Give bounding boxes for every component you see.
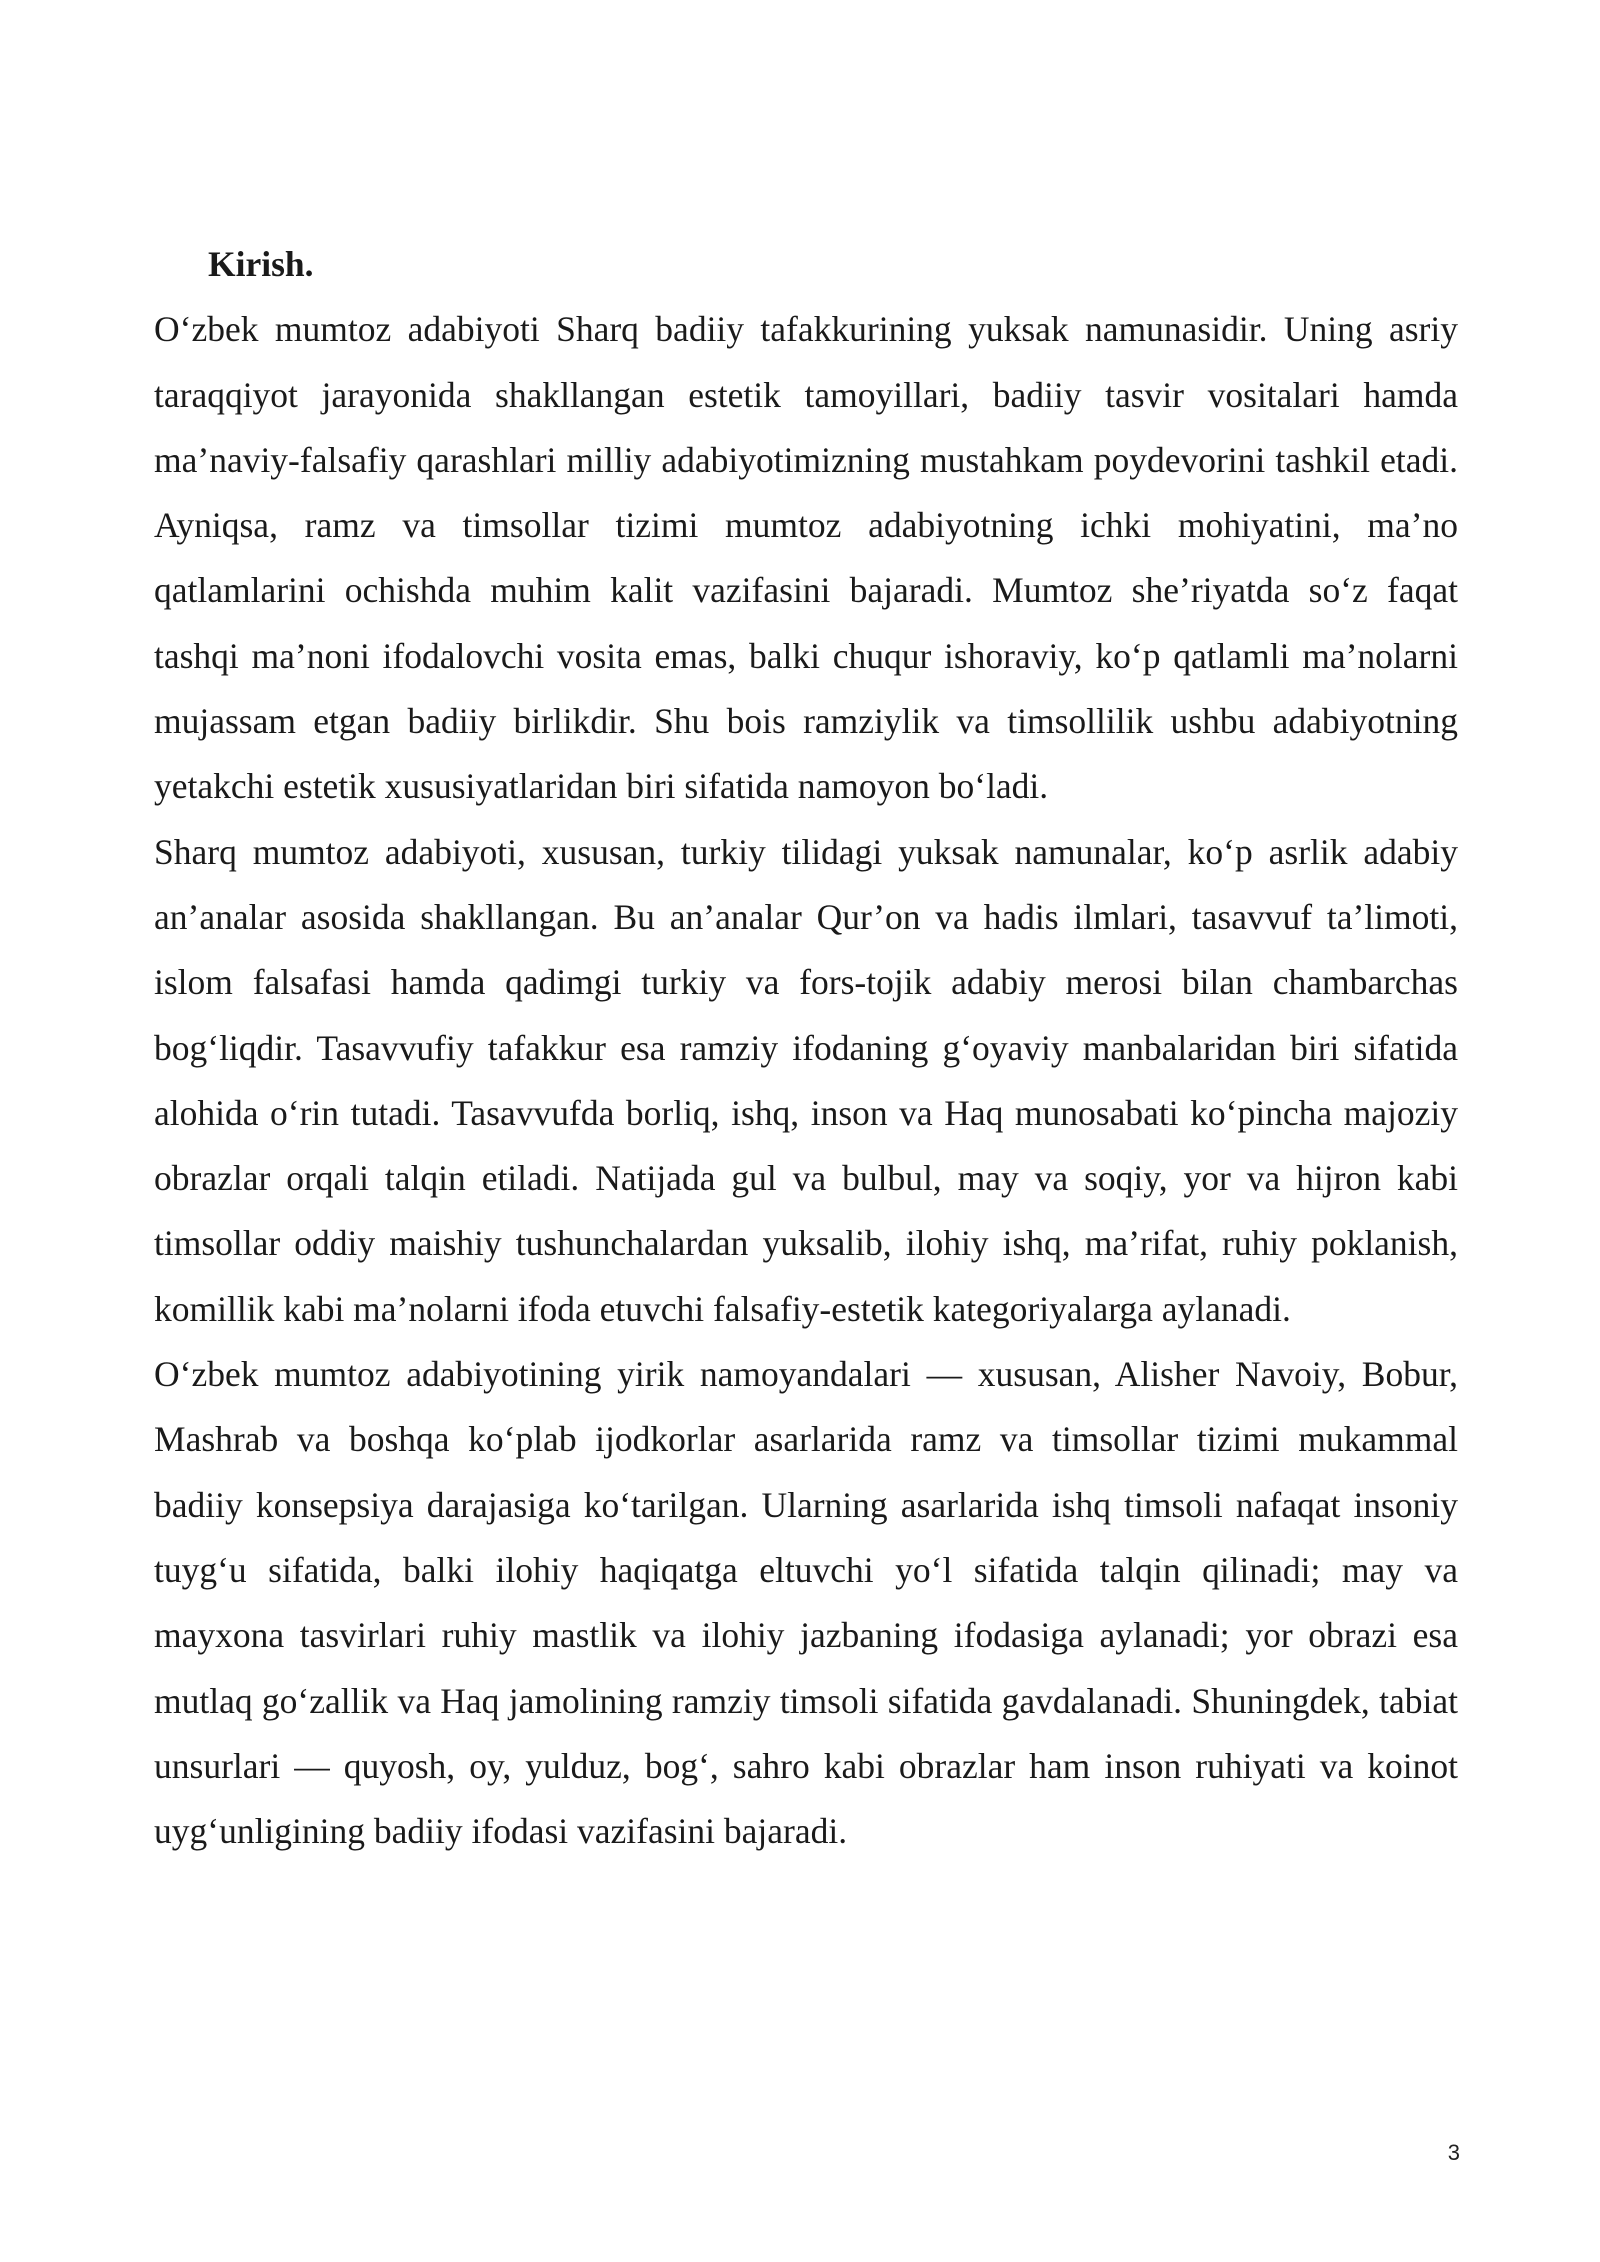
paragraph-3: O‘zbek mumtoz adabiyotining yirik namoyandalari — xususan, Alisher Navoiy, Bobur, Mashrab va boshqa ko‘plab ijodkorlar asarlarida ramz va timsollar tizimi mukammal badiiy konsepsiya darajasiga ko‘tarilgan. Ularning asarlarida ishq timsoli nafaqat insoniy tuyg‘u sifatida, balki ilohiy haqiqatga eltuvchi yo‘l sifatida talqin qilinadi; may va mayxona tasvirlari ruhiy mastlik va ilohiy jazbaning ifodasiga aylanadi; yor obrazi esa mutlaq go‘zallik va Haq jamolining ramziy timsoli sifatida gavdalanadi. Shuningdek, tabiat unsurlari — quyosh, oy, yulduz, bog‘, sahro kabi obrazlar ham inson ruhiyati va koinot uyg‘unligining badiiy ifodasi vazifasini bajaradi. — [154, 1354, 1458, 1852]
page-number: 3 — [1447, 2140, 1460, 2165]
paragraph-1: O‘zbek mumtoz adabiyoti Sharq badiiy tafakkurining yuksak namunasidir. Uning asriy taraqqiyot jarayonida shakllangan estetik tamoyillari, badiiy tasvir vositalari hamda ma’naviy-falsafiy qarashlari milliy adabiyotimizning mustahkam poydevorini tashkil etadi. Ayniqsa, ramz va timsollar tizimi mumtoz adabiyotning ichki mohiyatini, ma’no qatlamlarini ochishda muhim kalit vazifasini bajaradi. Mumtoz she’riyatda so‘z faqat tashqi ma’noni ifodalovchi vosita emas, balki chuqur ishoraviy, ko‘p qatlamli ma’nolarni mujassam etgan badiiy birlikdir. Shu bois ramziylik va timsollilik ushbu adabiyotning yetakchi estetik xususiyatlaridan biri sifatida namoyon bo‘ladi. — [154, 309, 1458, 807]
section-heading: Kirish. — [208, 244, 314, 284]
page-body — [154, 232, 1458, 1864]
paragraph-2: Sharq mumtoz adabiyoti, xususan, turkiy tilidagi yuksak namunalar, ko‘p asrlik adabiy an’analar asosida shakllangan. Bu an’analar Qur’on va hadis ilmlari, tasavvuf ta’limoti, islom falsafasi hamda qadimgi turkiy va fors-tojik adabiy merosi bilan chambarchas bog‘liqdir. Tasavvufiy tafakkur esa ramziy ifodaning g‘oyaviy manbalaridan biri sifatida alohida o‘rin tutadi. Tasavvufda borliq, ishq, inson va Haq munosabati ko‘pincha majoziy obrazlar orqali talqin etiladi. Natijada gul va bulbul, may va soqiy, yor va hijron kabi timsollar oddiy maishiy tushunchalardan yuksalib, ilohiy ishq, ma’rifat, ruhiy poklanish, komillik kabi ma’nolarni ifoda etuvchi falsafiy-estetik kategoriyalarga aylanadi. — [154, 831, 1458, 1329]
